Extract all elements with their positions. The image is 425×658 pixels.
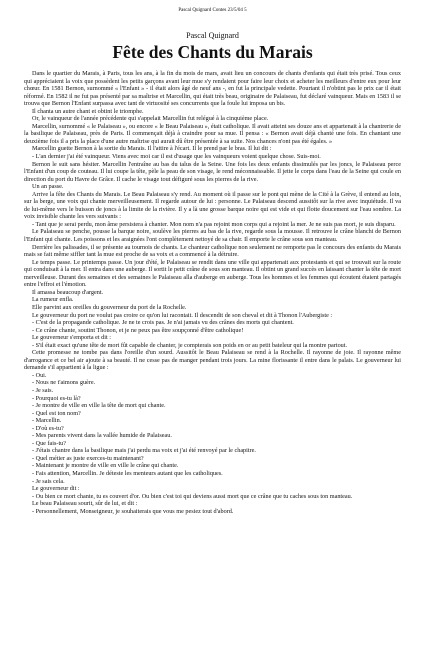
story-title: Fête des Chants du Marais (112, 42, 313, 62)
paragraph: Un an passe. (32, 183, 64, 191)
paragraph: Cette promesse ne tombe pas dans l'oreille d'un sourd. Aussitôt le Beau Palaiseau se rend à la Rochelle. Il rayonne de joie. Il rayonne même d'arrogance et ce bel air ajoute à sa beauté. Il ne cesse pas de manger pendant trois jours. La mine florissante il entre dans le palais. Le gouverneur lui demande s'il appartient à la ligue : (24, 349, 401, 372)
paragraph: Le gouverneur s'emporta et dit : (32, 334, 111, 342)
paragraph: Le beau Palaiseau sourit, sûr de lui, et dit : (32, 500, 138, 508)
paragraph: Arrive la fête des Chants du Marais. Le Beau Palaiseau s'y rend. Au moment où il passe sur le pont qui mène de la Cité à la Grève, il entend au loin, sur la berge, une voix qui chante merveilleusement. Il regarde autour de lui : personne. Le Palaiseau descend aussitôt sur la rive avec inquiétude. Il va de lui-même vers le buisson de joncs à la limite de la rivière. Il y a là une grosse barque noire qui est vide et qui flotte doucement sur l'eau sombre. La voix invisible chante les vers suivants : (24, 190, 401, 221)
story-body (24, 70, 401, 515)
dialogue-line: - Nous ne t'aimons guère. (32, 379, 96, 387)
dialogue-line: - Oui. (32, 371, 47, 379)
dialogue-line: - Je sais. (32, 386, 54, 394)
dialogue-line: - Tant que je serai perdu, mon âme persistera à chanter. Mon nom n'a pas rejoint mon corps qui a rejoint la mer. Je ne suis pas mort, je suis disparu. (32, 220, 396, 228)
dialogue-line: - Ou bien ce mort chante, tu es couvert d'or. Ou bien c'est toi qui deviens aussi mort que ce crâne que tu caches sous ton manteau. (32, 492, 353, 500)
paragraph: Le gouverneur dit : (32, 485, 80, 493)
paragraph: Dans le quartier du Marais, à Paris, tous les ans, à la fin du mois de mars, avait lieu un concours de chants d'enfants qui était très prisé. Tous ceux qui appréciaient la voix que possèdent les petits garçons avant leur mue s'y rendaient pour faire leur choix et acheter les meilleurs d'entre eux pour leur chœur. En 1581 Bernon, surnommé « l'Enfant » - il était alors âgé de neuf ans -, en fut la principale vedette. Pourtant il n'obtint pas le prix car il était réformé. En 1582 il ne fut pas présenté par sa maîtrise et Marcellin, qui était très beau, originaire de Palaiseau, fut déclaré vainqueur. Mais en 1583 il se trouva que Bernon l'Enfant surpassa avec tant de virtuosité ses concurrents que la foule lui imposa un bis. (24, 70, 401, 108)
dialogue-line: - D'où es-tu? (32, 424, 64, 432)
dialogue-line: - Quel est ton nom? (32, 409, 81, 417)
dialogue-line: - Quel métier as juste exerces-tu maintenant? (32, 454, 144, 462)
dialogue-line: - Pourquoi es-tu là? (32, 394, 81, 402)
paragraph: Elle parvint aux oreilles du gouverneur du port de la Rochelle. (32, 303, 187, 311)
paragraph: Il amassa beaucoup d'argent. (32, 288, 104, 296)
paragraph: La rumeur enfla. (32, 296, 74, 304)
dialogue-line: - Maintenant je montre de ville en ville le crâne qui chante. (32, 462, 179, 470)
paragraph: Marcellin, surnommé « le Palaiseau », ou encore « le Beau Palaiseau », était catholique. Il avait atteint ses douze ans et appartenait à la chantrerie de la basilique de Palaiseau, près de Paris. Il commençait déjà à craindre pour sa mue. Il pensa : « Bernon avait déjà chanté une fois. En chantant une deuxième fois il a pris la place d'une autre maîtrise qui aurait dû être présentée à sa suite. Nos chances n'ont pas été égales. » (24, 122, 401, 145)
dialogue-line: - Je sais cela. (32, 477, 65, 485)
paragraph: Il chanta un autre chant et obtint le triomphe. (32, 107, 144, 115)
paragraph: Bernon le suit sans hésiter. Marcellin l'entraîne au bas du talus de la Seine. Une fois les deux enfants dissimulés par les joncs, le Palaiseau perce l'Enfant d'un coup de couteau. Il lui coupe la tête, pèle la peau de son visage, le rend méconnaissable. Il jette le corps dans l'eau de la Seine qui coule en direction du port du Havre de Grâce. Il cache le visage tout défiguré sous les pierres de la rive. (24, 160, 401, 183)
paragraph: Le temps passe. Le printemps passe. Un jour d'été, le Palaiseau se rendit dans une ville qui appartenait aux protestants et qui se trouvait sur la route qui conduisait à la mer. Il entra dans une auberge. Il sortit le petit crâne de sous son manteau. Il obtint un grand succès en laissant chanter la tête de mort merveilleuse. Durant des semaines et des semaines le Palaiseau alla d'auberge en auberge. Tous les hommes et les femmes qui écoutent étaient partagés entre l'effroi et l'émotion. (24, 258, 401, 289)
dialogue-line: - Marcellin. (32, 417, 62, 425)
dialogue-line: - S'il était exact qu'une tête de mort fût capable de chanter, je compterais son poids en or au petit bateleur qui la montre partout. (32, 341, 348, 349)
paragraph: Le gouverneur du port ne voulut pas croire ce qu'on lui racontait. Il descendit de son cheval et dit à Thonon l'Aubergiste : (32, 311, 333, 319)
dialogue-line: - Ce crâne chante, soutint Thonon, et je ne peux pas être soupçonné d'être catholique! (32, 326, 244, 334)
dialogue-line: - Mes parents vivent dans la vallée humide de Palaiseau. (32, 432, 172, 440)
paragraph: Derrière les palissades, il se présente au tournois de chants. Le chanteur catholique non seulement ne remporte pas le concours des enfants du Marais mais se fait même siffler tant la mue est proche de sa voix et a commencé à la détruire. (24, 243, 401, 259)
dialogue-line: - Que fais-tu? (32, 439, 67, 447)
author-name: Pascal Quignard (186, 31, 239, 40)
dialogue-line: - C'est de la propagande catholique. Je ne te crois pas. Je n'ai jamais vu des crânes des morts qui chantent. (32, 319, 294, 327)
dialogue-line: - Fais attention, Marcellin. Je déteste les menteurs autant que les catholiques. (32, 469, 223, 477)
dialogue-line: - Personnellement, Monseigneur, je souhaiterais que vous me pesiez tout d'abord. (32, 507, 234, 515)
dialogue-line: - J'étais chantre dans la basilique mais j'ai perdu ma voix et j'ai été renvoyé par le chapitre. (32, 447, 256, 455)
paragraph: Marcellin guette Bernon à la sortie du Marais. Il l'attire à l'écart. Il le prend par le bras. Il lui dit : (32, 145, 272, 153)
paragraph: Or, le vainqueur de l'année précédente qui s'appelait Marcellin fut relégué à la cinquième place. (32, 115, 269, 123)
running-header: Pascal Quignard Contes 23/5/04 5 (178, 8, 247, 13)
dialogue-line: - Je montre de ville en ville la tête de mort qui chante. (32, 402, 166, 410)
dialogue-line: - L'an dernier j'ai été vainqueur. Viens avec moi car il est d'usage que les vainqueurs voient quelque chose. Suis-moi. (32, 153, 321, 161)
paragraph: Le Palaiseau se penche, pousse la barque noire, soulève les pierres au bas de la rive, regarde sous la mousse. Il retrouve le crâne blanchi de Bernon l'Enfant qui chante. Les poissons et les araignées l'ont complètement nettoyé de sa chair. Il emporte le crâne sous son manteau. (24, 228, 401, 244)
